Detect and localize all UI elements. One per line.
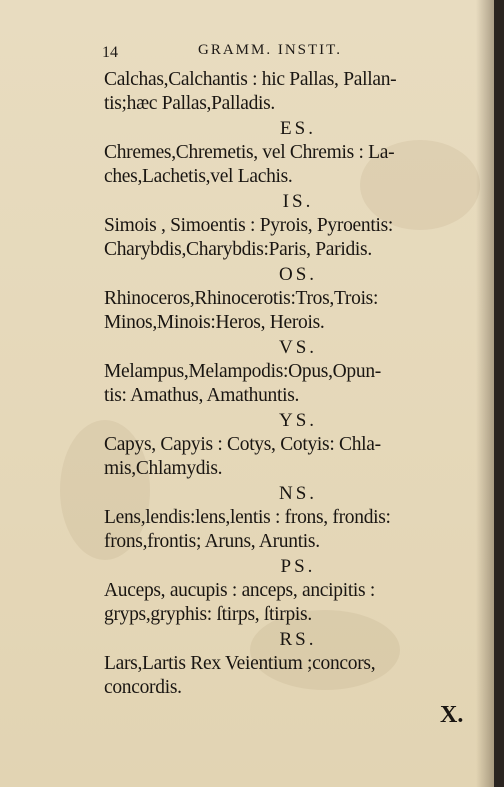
text-line: Melampus,Melampodis:Opus,Opun- xyxy=(104,361,381,382)
text-line: Capys, Capyis : Cotys, Cotyis: Chla- xyxy=(104,434,381,455)
section-heading: ES. xyxy=(280,118,316,139)
page-header xyxy=(102,42,462,66)
text-line: gryps,gryphis: ſtirps, ſtirpis. xyxy=(104,604,312,625)
text-line: ches,Lachetis,vel Lachis. xyxy=(104,166,293,187)
text-line: Rhinoceros,Rhinocerotis:Tros,Trois: xyxy=(104,288,379,309)
text-line: mis,Chlamydis. xyxy=(104,458,223,479)
text-line: Minos,Minois:Heros, Herois. xyxy=(104,312,325,333)
text-line: tis;hæc Pallas,Palladis. xyxy=(104,93,276,114)
section-heading: RS. xyxy=(279,629,317,650)
text-line: Charybdis,Charybdis:Paris, Paridis. xyxy=(104,239,372,260)
text-line: tis: Amathus, Amathuntis. xyxy=(104,385,300,406)
page-number: 14 xyxy=(102,44,118,61)
text-line: Lars,Lartis Rex Veientium ;concors, xyxy=(104,653,376,674)
text-line: concordis. xyxy=(104,677,182,698)
catchword: X. xyxy=(440,702,464,728)
section-heading: YS. xyxy=(278,410,318,431)
page-edge-shadow xyxy=(476,0,494,787)
text-line: Calchas,Calchantis : hic Pallas, Pallan- xyxy=(104,69,397,90)
text-line: Chremes,Chremetis, vel Chremis : La- xyxy=(104,142,395,163)
section-heading: PS. xyxy=(280,556,316,577)
section-heading: IS. xyxy=(282,191,314,212)
section-heading: NS. xyxy=(278,483,318,504)
text-line: Simois , Simoentis : Pyrois, Pyroentis: xyxy=(104,215,393,236)
text-line: frons,frontis; Aruns, Aruntis. xyxy=(104,531,320,552)
section-heading: VS. xyxy=(278,337,318,358)
section-heading: OS. xyxy=(278,264,318,285)
text-line: Lens,lendis:lens,lentis : frons, frondis: xyxy=(104,507,391,528)
running-head: GRAMM. INSTIT. xyxy=(198,42,342,58)
text-line: Auceps, aucupis : anceps, ancipitis : xyxy=(104,580,376,601)
text-block xyxy=(104,68,482,700)
